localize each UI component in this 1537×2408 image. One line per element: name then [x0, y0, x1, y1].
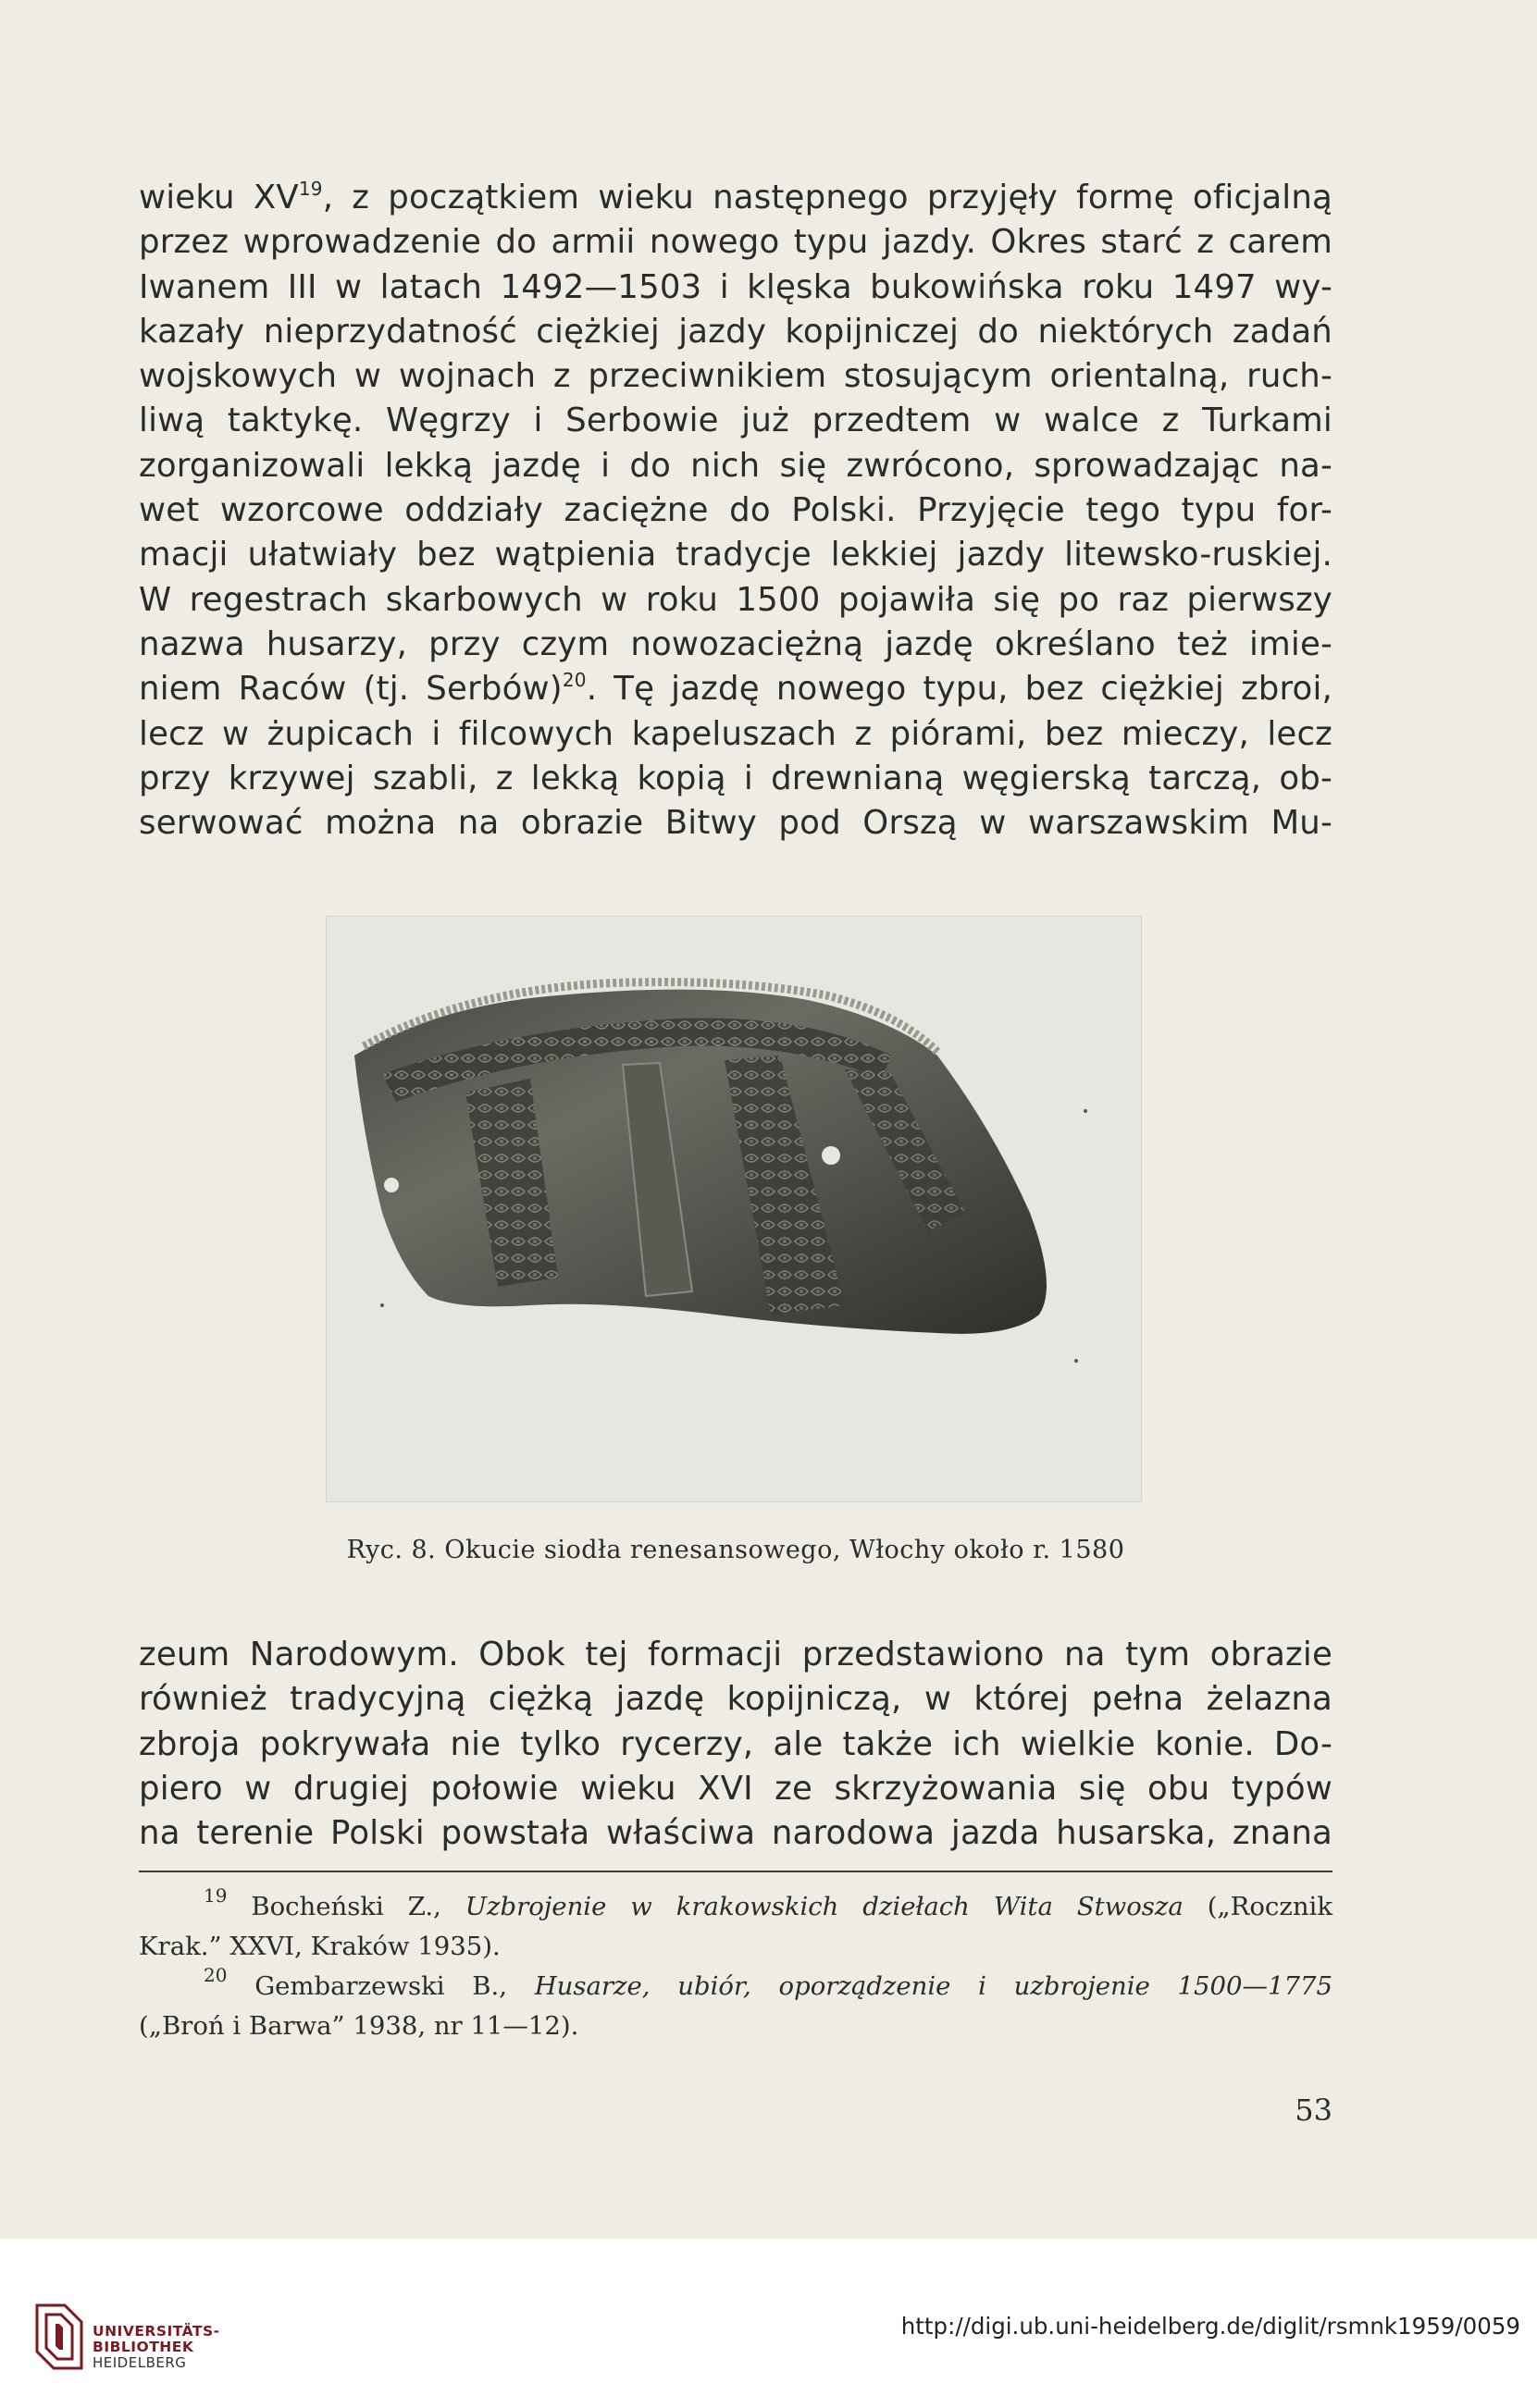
cited-title: Uzbrojenie w krakowskich dziełach Wita Stwosza	[465, 1892, 1184, 1921]
figure-photo	[326, 916, 1142, 1502]
text-line: serwować można na obrazie Bitwy pod Orszą w warszawskim Mu-	[139, 804, 1332, 843]
body-paragraph-2	[139, 1633, 1332, 1856]
saddle-fitting-image	[327, 917, 1141, 1501]
footnote-20: $^{20}$ Gembarzewski B., Husarze, ubiór, oporządzenie i uzbrojenie 1500—1775 („Broń i Barwa” 1938, nr 11—12).	[139, 1964, 1332, 2041]
text-line: kazały nieprzydatność ciężkiej jazdy kopijniczej do niektórych zadań	[139, 312, 1332, 351]
footnote-19: $^{19}$ Bocheński Z., Uzbrojenie w krakowskich dziełach Wita Stwosza („Rocznik Krak.” XXVI, Kraków 1935).	[139, 1884, 1332, 1961]
text-line: przez wprowadzenie do armii nowego typu jazdy. Okres starć z carem	[139, 223, 1332, 262]
text-line: macji ułatwiały bez wątpienia tradycje lekkiej jazdy litewsko-ruskiej.	[139, 536, 1332, 574]
text-line: również tradycyjną ciężką jazdę kopijniczą, w której pełna żelazna	[139, 1680, 1332, 1719]
figure-caption: Ryc. 8. Okucie siodła renesansowego, Włochy około r. 1580	[346, 1536, 1125, 1564]
text-line: wieku XV$^{19}$, z początkiem wieku następnego przyjęły formę oficjalną	[139, 178, 1332, 216]
text-line: niem Raców (tj. Serbów)$^{20}$. Tę jazdę nowego typu, bez ciężkiej zbroi,	[139, 669, 1332, 709]
footnote-number: 19	[204, 1884, 228, 1907]
library-logo-icon	[33, 2302, 85, 2372]
text-line: zorganizowali lekką jazdę i do nich się zwrócono, sprowadzając na-	[139, 446, 1332, 485]
cited-title: Husarze, ubiór, oporządzenie i uzbrojenie 1500—1775	[534, 1971, 1332, 2001]
text-line: przy krzywej szabli, z lekką kopią i drewnianą węgierską tarczą, ob-	[139, 759, 1332, 797]
text-line: nazwa husarzy, przy czym nowozaciężną jazdę określano też imie-	[139, 624, 1332, 663]
text-line: na terenie Polski powstała właściwa narodowa jazda husarska, znana	[139, 1814, 1332, 1853]
text-line: W regestrach skarbowych w roku 1500 pojawiła się po raz pierwszy	[139, 580, 1332, 619]
text-line: lecz w żupicach i filcowych kapeluszach z piórami, bez mieczy, lecz	[139, 714, 1332, 753]
text-line: Iwanem III w latach 1492—1503 i klęska bukowińska roku 1497 wy-	[139, 267, 1332, 306]
page-number: 53	[1295, 2093, 1332, 2128]
footnote-number: 20	[204, 1964, 228, 1986]
footnote-ref-20: 20	[562, 669, 587, 692]
text-line: liwą taktykę. Węgrzy i Serbowie już przedtem w walce z Turkami	[139, 401, 1332, 440]
body-paragraph-1	[139, 176, 1332, 846]
text-line: zbroja pokrywała nie tylko rycerzy, ale także ich wielkie konie. Do-	[139, 1724, 1332, 1763]
footnote-divider	[139, 1871, 1332, 1872]
library-name: UNIVERSITÄTS- BIBLIOTHEK HEIDELBERG	[93, 2323, 220, 2371]
footnote-ref-19: 19	[298, 178, 323, 200]
rivet-hole-right	[822, 1146, 840, 1165]
text-line: zeum Narodowym. Obok tej formacji przedstawiono na tym obrazie	[139, 1636, 1332, 1673]
text-line: wojskowych w wojnach z przeciwnikiem stosującym orientalną, ruch-	[139, 357, 1332, 396]
text-line: wet wzorcowe oddziały zaciężne do Polski. Przyjęcie tego typu for-	[139, 491, 1332, 530]
source-url-link[interactable]: http://digi.ub.uni-heidelberg.de/diglit/rsmnk1959/0059	[900, 2313, 1520, 2340]
text-line: piero w drugiej połowie wieku XVI ze skrzyżowania się obu typów	[139, 1769, 1332, 1808]
rivet-hole-left	[384, 1178, 399, 1192]
